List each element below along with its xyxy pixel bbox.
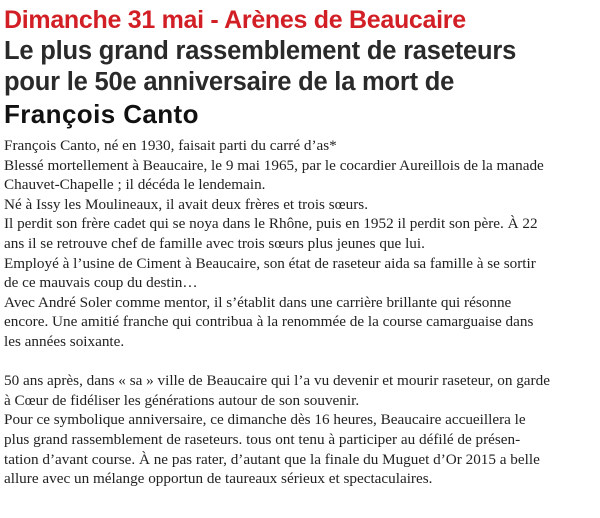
article-line: Blessé mortellement à Beaucaire, le 9 mai 1965, par le cocardier Aureillois de la manade bbox=[4, 156, 544, 174]
article-line: à Cœur de fidéliser les générations autour de son souvenir. bbox=[4, 391, 360, 409]
article-body bbox=[4, 136, 596, 489]
article-line: 50 ans après, dans « sa » ville de Beaucaire qui l’a vu devenir et mourir raseteur, on garde bbox=[4, 372, 550, 390]
subtitle-line: Le plus grand rassemblement de raseteurs bbox=[4, 37, 517, 65]
person-name: François Canto bbox=[4, 99, 199, 129]
article-line: de ce mauvais coup du destin… bbox=[4, 274, 198, 292]
article-line: allure avec un mélange opportun de taureaux sérieux et spectaculaires. bbox=[4, 470, 433, 488]
article-line: Pour ce symbolique anniversaire, ce dimanche dès 16 heures, Beaucaire accueillera le bbox=[4, 411, 526, 429]
article-line: François Canto, né en 1930, faisait parti du carré d’as* bbox=[4, 137, 337, 154]
subtitle bbox=[4, 36, 596, 98]
article-line: Il perdit son frère cadet qui se noya dans le Rhône, puis en 1952 il perdit son père. À 22 bbox=[4, 215, 538, 233]
article-line: tation d’avant course. À ne pas rater, d’autant que la finale du Muguet d’Or 2015 a belle bbox=[4, 450, 540, 468]
subtitle-line: pour le 50e anniversaire de la mort de bbox=[4, 68, 455, 96]
article-line: ans il se retrouve chef de famille avec trois sœurs plus jeunes que lui. bbox=[4, 234, 425, 252]
article-line: plus grand rassemblement de raseteurs. tous ont tenu à participer au défilé de présen- bbox=[4, 430, 521, 448]
article-line: les années soixante. bbox=[4, 332, 125, 350]
article-line: encore. Une amitié franche qui contribua à la renommée de la course camarguaise dans bbox=[4, 313, 534, 331]
paragraph-gap bbox=[4, 352, 596, 372]
article-line: Chauvet-Chapelle ; il décéda le lendemain. bbox=[4, 176, 266, 194]
article-line: Avec André Soler comme mentor, il s’établit dans une carrière brillante qui résonne bbox=[4, 293, 512, 311]
article-line: Employé à l’usine de Ciment à Beaucaire, son état de raseteur aida sa famille à se sortir bbox=[4, 254, 536, 272]
date-location-heading: Dimanche 31 mai - Arènes de Beaucaire bbox=[4, 6, 466, 34]
article-line: Né à Issy les Moulineaux, il avait deux frères et trois sœurs. bbox=[4, 195, 368, 213]
